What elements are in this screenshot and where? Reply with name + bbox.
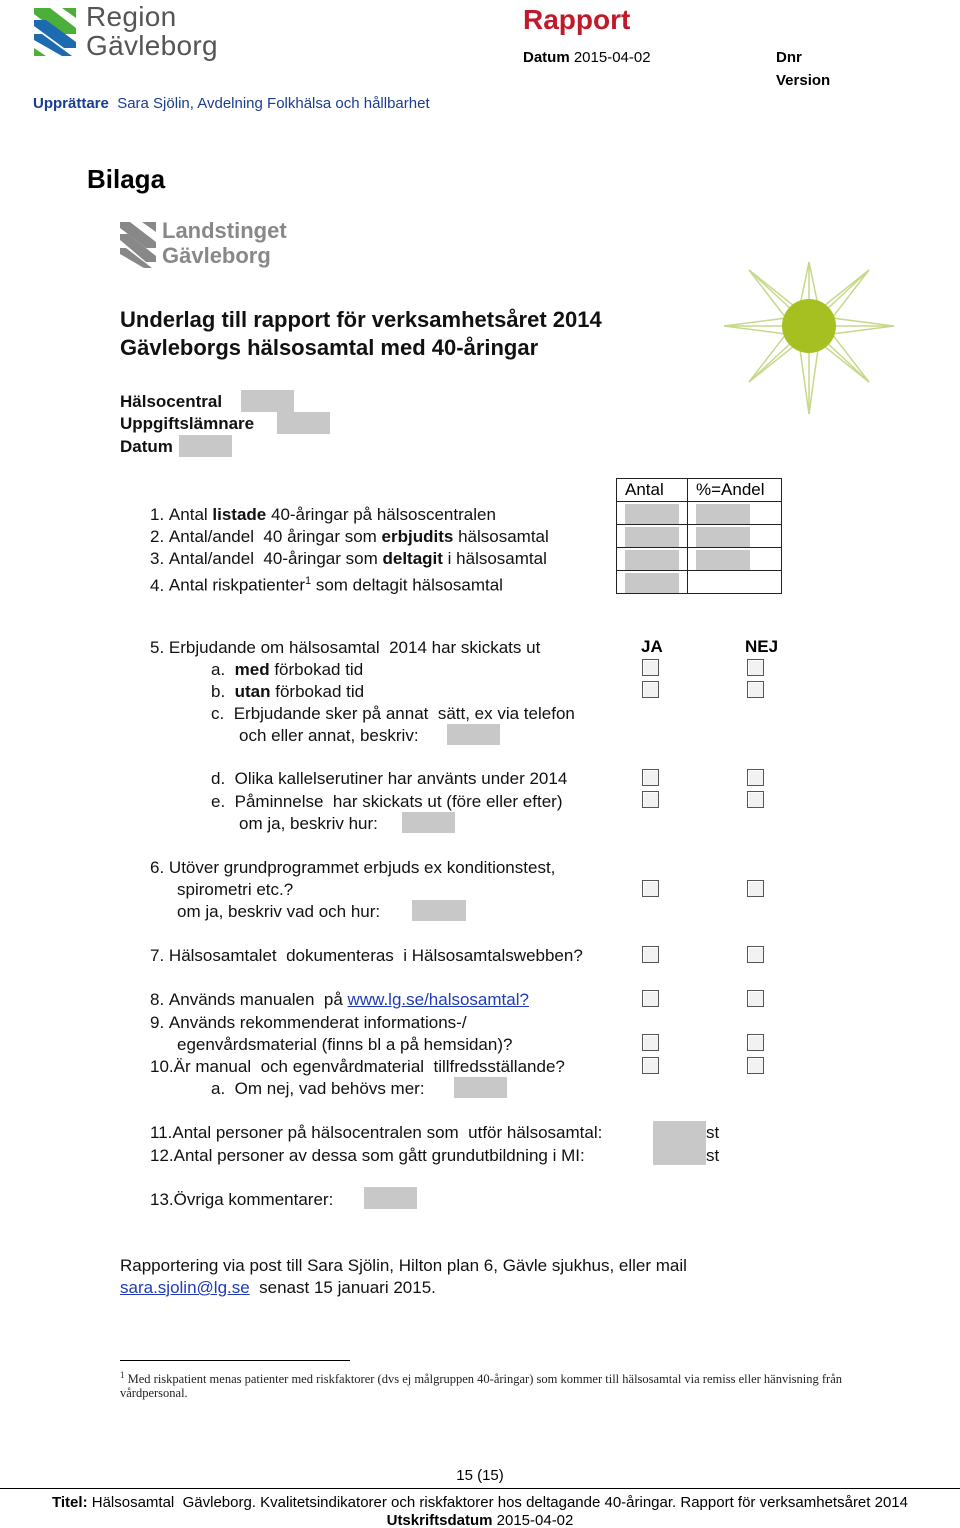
footer-title: Titel: Hälsosamtal Gävleborg. Kvalitetsindikatorer och riskfaktorer hos deltagande 40-åringar. Rapport för verksamhetsåret 2014 <box>52 1494 908 1511</box>
question-9: 9. Används rekommenderat informations-/ <box>150 1013 467 1032</box>
checkbox-10-nej[interactable] <box>747 1057 764 1074</box>
redacted-field <box>412 900 466 921</box>
footnote: $^1$ Med riskpatient menas patienter med riskfaktorer (dvs ej målgruppen 40-åringar) som kommer till hälsosamtal via remiss eller hänvisning från vårdpersonal. <box>120 1370 843 1401</box>
question-3: 3. Antal/andel 40-åringar som deltagit i hälsosamtal <box>150 549 547 568</box>
landstinget-logo-line2: Gävleborg <box>162 243 271 268</box>
question-7: 7. Hälsosamtalet dokumenteras i Hälsosamtalswebben? <box>150 946 583 965</box>
version-label: Version <box>776 72 831 89</box>
meta-uppgiftslamnare: Uppgiftslämnare <box>120 414 255 433</box>
question-6: 6. Utöver grundprogrammet erbjuds ex konditionstest, <box>150 858 556 877</box>
redacted-field <box>447 724 500 745</box>
table-cell[interactable] <box>688 525 782 548</box>
question-8: 8. Används manualen på www.lg.se/halsosamtal? <box>150 990 529 1009</box>
table-cell[interactable] <box>617 525 688 548</box>
footnote-divider <box>120 1360 350 1361</box>
checkbox-9-ja[interactable] <box>642 1034 659 1051</box>
logo-line2: Gävleborg <box>86 30 218 61</box>
datum-value: 2015-04-02 <box>573 49 651 66</box>
upprattare-value: Sara Sjölin, Avdelning Folkhälsa och hållbarhet <box>117 95 430 112</box>
question-5e: e. Påminnelse har skickats ut (före eller efter) <box>211 792 563 811</box>
redacted-field <box>454 1077 507 1098</box>
question-12: 12.Antal personer av dessa som gått grundutbildning i MI: <box>150 1146 585 1165</box>
table-cell[interactable] <box>617 548 688 571</box>
region-gavleborg-logo <box>32 2 262 64</box>
report-instructions-line2: sara.sjolin@lg.se senast 15 januari 2015. <box>120 1278 436 1297</box>
logo-line1: Region <box>86 1 177 32</box>
upprattare-line <box>33 95 430 112</box>
form-title-line2: Gävleborgs hälsosamtal med 40-åringar <box>120 335 539 360</box>
question-6-line2: spirometri etc.? <box>177 880 294 899</box>
checkbox-6-ja[interactable] <box>642 880 659 897</box>
logo-text <box>86 2 218 60</box>
dnr-label: Dnr <box>776 49 802 66</box>
meta-halsocentral: Hälsocentral <box>120 392 223 411</box>
landstinget-logo-icon <box>118 220 158 270</box>
question-5d: d. Olika kallelserutiner har använts under 2014 <box>211 769 568 788</box>
question-12-unit: st <box>706 1146 720 1165</box>
checkbox-5e-ja[interactable] <box>642 791 659 808</box>
question-5e-line2: om ja, beskriv hur: <box>239 814 378 833</box>
datum-label: Datum <box>523 49 570 66</box>
checkbox-7-ja[interactable] <box>642 946 659 963</box>
question-9-line2: egenvårdsmaterial (finns bl a på hemsidan)? <box>177 1035 513 1054</box>
halsosamtal-link[interactable]: www.lg.se/halsosamtal <box>347 990 520 1009</box>
question-10a: a. Om nej, vad behövs mer: <box>211 1079 425 1098</box>
antal-table <box>616 478 782 594</box>
question-5b: b. utan förbokad tid <box>211 682 365 701</box>
question-10: 10.Är manual och egenvårdmaterial tillfredsställande? <box>150 1057 565 1076</box>
question-11: 11.Antal personer på hälsocentralen som utför hälsosamtal: <box>150 1123 603 1142</box>
col-andel: %=Andel <box>688 479 782 502</box>
redacted-field <box>402 812 455 833</box>
landstinget-logo-text <box>162 218 287 268</box>
question-11-unit: st <box>706 1123 720 1142</box>
col-nej: NEJ <box>745 637 779 656</box>
upprattare-label: Upprättare <box>33 95 109 112</box>
meta-datum: Datum <box>120 437 173 456</box>
checkbox-5e-nej[interactable] <box>747 791 764 808</box>
checkbox-8-nej[interactable] <box>747 990 764 1007</box>
email-link[interactable]: sara.sjolin@lg.se <box>120 1278 250 1297</box>
redacted-field <box>277 412 330 434</box>
redacted-field <box>241 390 294 412</box>
checkbox-5d-ja[interactable] <box>642 769 659 786</box>
form-title <box>120 306 602 362</box>
table-cell[interactable] <box>688 502 782 525</box>
question-2: 2. Antal/andel 40 åringar som erbjudits hälsosamtal <box>150 527 549 546</box>
checkbox-8-ja[interactable] <box>642 990 659 1007</box>
redacted-field <box>364 1187 417 1209</box>
region-gavleborg-logo-icon <box>32 4 78 58</box>
checkbox-5a-nej[interactable] <box>747 659 764 676</box>
table-cell[interactable] <box>617 571 688 594</box>
question-5c-line2: och eller annat, beskriv: <box>239 726 419 745</box>
checkbox-5d-nej[interactable] <box>747 769 764 786</box>
report-instructions-line1: Rapportering via post till Sara Sjölin, Hilton plan 6, Gävle sjukhus, eller mail <box>120 1256 687 1275</box>
datum-line <box>523 49 651 66</box>
question-5: 5. Erbjudande om hälsosamtal 2014 har skickats ut <box>150 638 541 657</box>
redacted-field <box>653 1121 706 1143</box>
question-5a: a. med förbokad tid <box>211 660 364 679</box>
checkbox-7-nej[interactable] <box>747 946 764 963</box>
footer-divider <box>0 1488 960 1489</box>
landstinget-logo-line1: Landstinget <box>162 218 287 243</box>
question-6-line3: om ja, beskriv vad och hur: <box>177 902 381 921</box>
question-1: 1. Antal listade 40-åringar på hälsoscentralen <box>150 505 496 524</box>
col-ja: JA <box>641 637 663 656</box>
question-5c: c. Erbjudande sker på annat sätt, ex via telefon <box>211 704 575 723</box>
sun-icon <box>724 262 894 414</box>
checkbox-9-nej[interactable] <box>747 1034 764 1051</box>
report-title: Rapport <box>523 4 631 35</box>
form-title-line1: Underlag till rapport för verksamhetsåret 2014 <box>120 307 602 332</box>
question-4: 4. Antal riskpatienter$^1$ som deltagit hälsosamtal <box>150 575 503 595</box>
footer-print-date: Utskriftsdatum 2015-04-02 <box>386 1512 574 1528</box>
col-antal: Antal <box>617 479 688 502</box>
question-13: 13.Övriga kommentarer: <box>150 1190 334 1209</box>
page-number: 15 (15) <box>456 1467 504 1484</box>
checkbox-10-ja[interactable] <box>642 1057 659 1074</box>
redacted-field <box>179 435 232 457</box>
table-cell <box>688 571 782 594</box>
table-cell[interactable] <box>688 548 782 571</box>
checkbox-5b-nej[interactable] <box>747 681 764 698</box>
table-cell[interactable] <box>617 502 688 525</box>
redacted-field <box>653 1143 706 1165</box>
checkbox-6-nej[interactable] <box>747 880 764 897</box>
section-heading: Bilaga <box>87 164 166 194</box>
checkbox-5a-ja[interactable] <box>642 659 659 676</box>
checkbox-5b-ja[interactable] <box>642 681 659 698</box>
landstinget-logo <box>118 218 318 273</box>
